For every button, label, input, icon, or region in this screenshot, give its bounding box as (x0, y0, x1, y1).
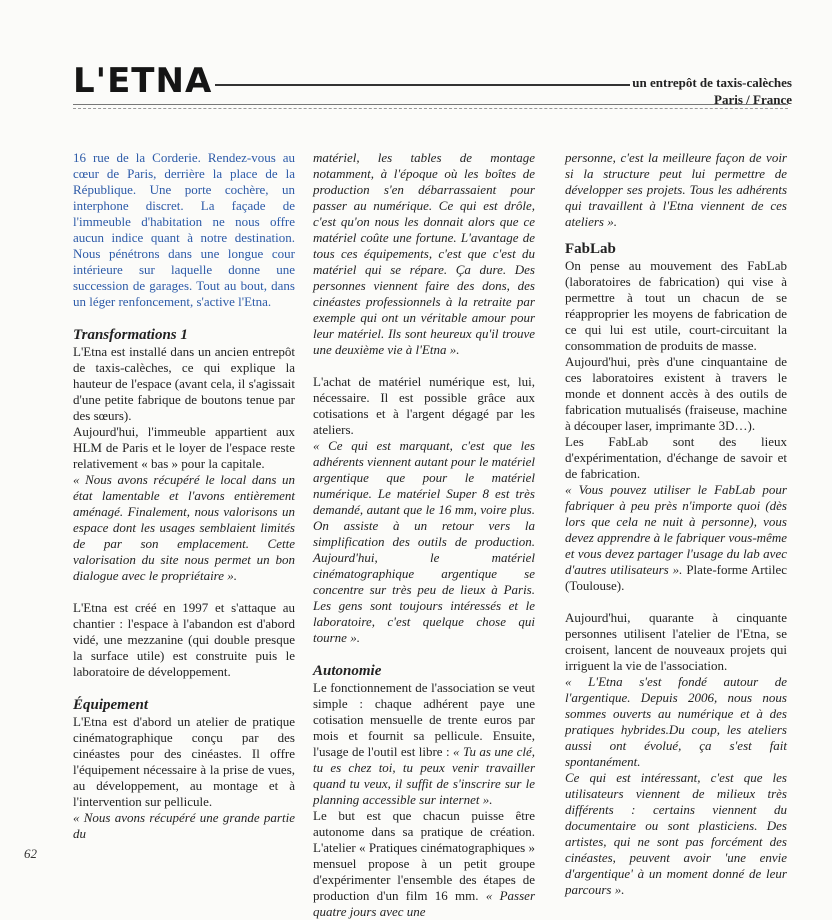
quote: Ce qui est intéressant, c'est que les utilisateurs viennent de milieux très différents : certains viennent du documentaire ou sont plasticiens. Des artistes, qui ne sont pas forcément des cinéastes, peuvent avoir 'une envie d'argentique' à un moment donné de leur parcours ». (565, 770, 787, 897)
paragraph (313, 680, 535, 808)
quote-inline: « Passer quatre jours avec une (313, 888, 536, 919)
paragraph: Aujourd'hui, près d'une cinquantaine de ces laboratoires existent à travers le monde et donnent accès à des outils de fabrication mutualisés (fraiseuse, machine à découper laser, imprimante 3D…). (565, 354, 787, 433)
paragraph: L'Etna est créé en 1997 et s'attaque au chantier : l'espace à l'abandon est d'abord vidé, une mezzanine (qui double presque la surface utile) est construite puis le laboratoire de développement. (73, 600, 295, 679)
quote: personne, c'est la meilleure façon de voir si la structure peut lui permettre de développer ses projets. Tous les adhérents qui travaillent à l'Etna viennent de ces ateliers ». (565, 150, 787, 229)
quote: « L'Etna s'est fondé autour de l'argentique. Depuis 2006, nous nous sommes ouverts au numérique et à des pratiques hybrides.Du coup, les ateliers aussi ont évolué, ça s'est fait spontanément. (565, 674, 787, 769)
header-divider-dashed (73, 108, 788, 109)
paragraph (565, 482, 787, 594)
paragraph: Aujourd'hui, quarante à cinquante personnes utilisent l'atelier de l'Etna, se croisent, lancent de nouveaux projets qui irriguent la vie de l'association. (565, 610, 787, 673)
column-3 (565, 150, 787, 898)
quote: matériel, les tables de montage notamment, à l'époque où les boîtes de production s'en débarrassaient pour passer au numérique. Ce qui est drôle, c'est qu'on nous les donnait alors que ce matériel coûte une fortune. L'avantage de tous ces équipements, c'est que c'est du matériel qui se répare. Ça dure. Des personnes viennent faire des dons, des cinéastes professionnels à la retraite par exemple qui ont un véritable amour pour leur matériel. Ils sont heureux qu'il trouve une deuxième vie à l'Etna ». (313, 150, 535, 357)
paragraph-text: Le fonctionnement de l'association se veut simple : chaque adhérent paye une cotisation mensuelle de trente euros par mois et fournit sa pellicule. Ensuite, l'usage de l'outil est libre : (313, 680, 535, 759)
article-title: L'ETNA (73, 61, 213, 101)
heading-fablab: FabLab (565, 241, 616, 257)
paragraph: On pense au mouvement des FabLab (laboratoires de fabrication) qui vise à permettre à tout un chacun de se réapproprier les moyens de fabrication de ce qui lui est utile, court-circuitant la consommation de produits de masse. (565, 258, 787, 353)
quote-inline: « Tu as une clé, tu es chez toi, tu peux venir travailler quand tu veux, il suffit de s'inscrire sur le planning accessible sur internet ». (313, 744, 535, 807)
quote: « Nous avons récupéré le local dans un état lamentable et l'avons entièrement aménagé. Finalement, nous valorisons un espace dont les usages semblaient limités de par son emplacement. Cette valorisation du site nous permet un bon dialogue avec le propriétaire ». (73, 472, 295, 583)
quote: « Nous avons récupéré une grande partie du (73, 810, 295, 841)
lead-paragraph: 16 rue de la Corderie. Rendez-vous au cœur de Paris, derrière la place de la République. Une porte cochère, un interphone discret. La façade de l'immeuble d'habitation ne nous offre aucun indice quant à notre destination. Nous pénétrons dans une longue cour intérieure sur laquelle donne une succession de garages. Tout au bout, dans un léger renfoncement, s'active l'Etna. (73, 150, 295, 309)
subtitle-line-1: un entrepôt de taxis-calèches (632, 75, 792, 90)
heading-equipement: Équipement (73, 697, 149, 713)
quote: « Ce qui est marquant, c'est que les adhérents viennent autant pour le matériel argentique que pour le matériel numérique. Le matériel Super 8 est très demandé, autant que le 16 mm, voire plus. On assiste à un retour vers la simplification des outils de production. Aujourd'hui, le matériel cinématographique argentique se concentre sur très peu de lieux à Paris. Les gens sont toujours intéressés et le laboratoire, c'est quelque chose qui tourne ». (313, 438, 535, 645)
column-2 (313, 150, 535, 920)
page-number: 62 (24, 846, 37, 861)
paragraph: L'Etna est d'abord un atelier de pratique cinématographique conçu par des cinéastes pour des cinéastes. Il offre l'équipement nécessaire à la prise de vues, au développement, au montage et à l'intervention sur pellicule. (73, 714, 295, 809)
quote-inline: « Vous pouvez utiliser le FabLab pour fabriquer à peu près n'importe quoi (dès lors que cela ne nuit à personne), vous devez apprendre à le fabriquer vous-même et vous devez partager l'usage du lab avec d'autres utilisateurs ». (565, 482, 787, 577)
header-divider (73, 104, 788, 105)
paragraph: Les FabLab sont des lieux d'expérimentation, d'échange de savoir et de fabrication. (565, 434, 787, 481)
paragraph-text: Le but est que chacun puisse être autonome dans sa pratique de création. L'atelier « Pratiques cinématographiques » mensuel propose à un petit groupe d'expérimenter l'ensemble des étapes de production d'un film 16 mm. (313, 808, 535, 903)
paragraph: L'Etna est installé dans un ancien entrepôt de taxis-calèches, ce qui explique la hauteur de l'espace (avant cela, il s'agissait d'une petite fabrique de boutons tenue par des sœurs). (73, 344, 295, 423)
title-rule (215, 84, 630, 86)
quote-source: Plate-forme Artilec (Toulouse). (565, 562, 787, 593)
paragraph: L'achat de matériel numérique est, lui, nécessaire. Il est possible grâce aux cotisations et à l'argent dégagé par les ateliers. (313, 374, 535, 437)
heading-autonomie: Autonomie (313, 663, 382, 679)
paragraph: Aujourd'hui, l'immeuble appartient aux HLM de Paris et le loyer de l'espace reste relativement « bas » pour la capitale. (73, 424, 295, 471)
paragraph (313, 808, 535, 920)
article-subtitle (632, 74, 792, 108)
subtitle-line-2: Paris / France (714, 92, 792, 107)
heading-transformations: Transformations 1 (73, 327, 188, 343)
column-1 (73, 150, 295, 842)
